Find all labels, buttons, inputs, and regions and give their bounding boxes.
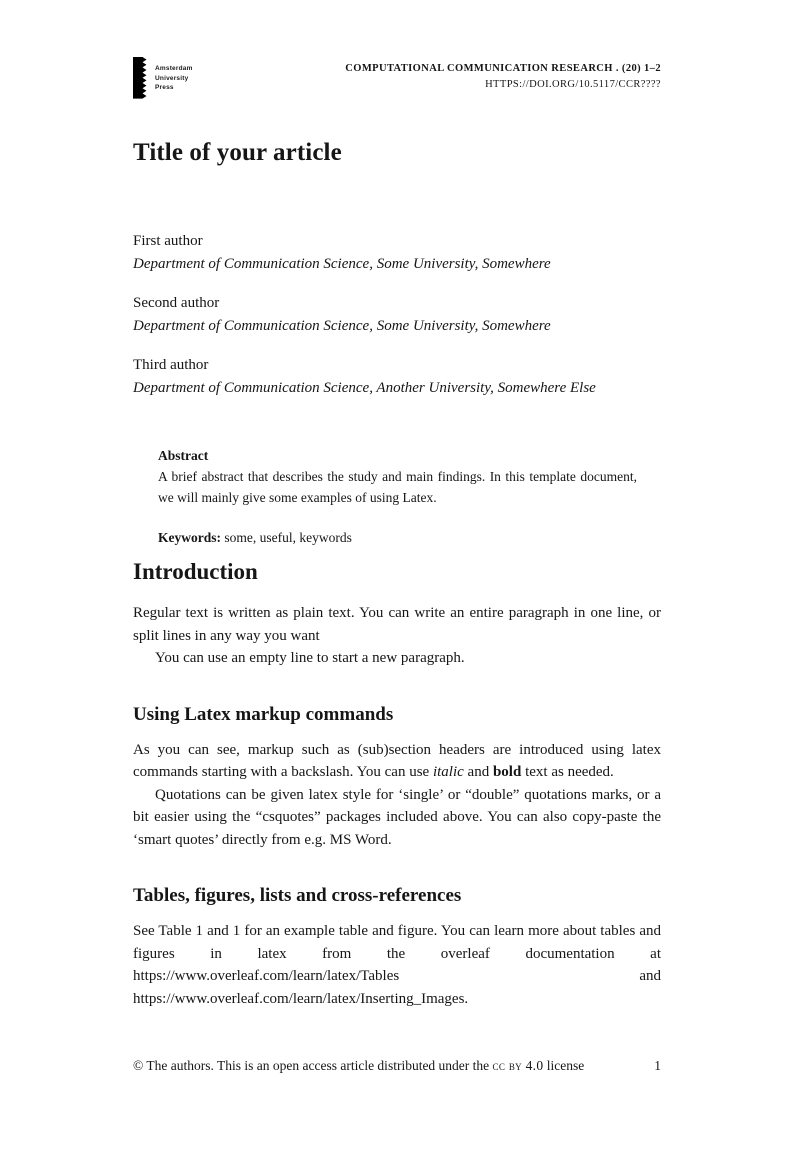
page-footer [133, 1056, 661, 1076]
author-affiliation: Department of Communication Science, Another University, Somewhere Else [133, 379, 596, 396]
text-run: You can use an empty line to start a new paragraph. [155, 650, 465, 666]
section-heading-latex-markup: Using Latex markup commands [133, 703, 394, 725]
abstract-heading: Abstract [158, 448, 209, 463]
italic-text-run: italic [432, 764, 464, 780]
logo-text-line: Press [155, 84, 174, 91]
author-affiliation: Department of Communication Science, Some University, Somewhere [133, 317, 551, 334]
section-heading-tables-figures: Tables, figures, lists and cross-references [133, 885, 462, 906]
keywords-text: some, useful, keywords [224, 530, 352, 545]
text-run: As you can see, markup such as (sub)section headers are introduced using latex commands starting with a backslash. You can use [133, 741, 661, 780]
overleaf-tables-link[interactable]: https://www.overleaf.com/learn/latex/Tables [133, 968, 400, 984]
author-name: First author [133, 233, 203, 249]
paragraph [133, 784, 661, 852]
text-run: text as needed. [521, 764, 614, 780]
journal-running-head [345, 57, 661, 92]
keywords-line [158, 527, 637, 548]
overleaf-inserting-images-link[interactable]: https://www.overleaf.com/learn/latex/Inserting_Images [133, 990, 465, 1007]
text-run: . [464, 990, 469, 1007]
text-run: See Table 1 and 1 for an example table and figure. You can learn more about tables and figures in latex from the overleaf documentation at [133, 923, 661, 962]
author-entry [133, 354, 661, 399]
author-name: Second author [133, 295, 220, 311]
author-entry [133, 292, 661, 337]
logo-text-line: University [155, 74, 189, 82]
abstract-block [133, 445, 661, 548]
journal-title-line: COMPUTATIONAL COMMUNICATION RESEARCH . (20) 1–2 [345, 63, 661, 74]
page-header [133, 57, 661, 100]
authors-block [133, 230, 661, 399]
bold-text-run: bold [492, 764, 522, 780]
section-heading-introduction: Introduction [133, 559, 258, 584]
keywords-label: Keywords: [158, 530, 221, 545]
text-run: Regular text is written as plain text. You can write an entire paragraph in one line, or split lines in any way you want [133, 605, 661, 644]
paragraph [133, 602, 661, 647]
text-run: Quotations can be given latex style for ‘single’ or “double” quotations marks, or a bit easier using the “csquotes” packages included above. You can also copy-paste the ‘smart quotes’ directly from e.g. MS Word. [133, 786, 661, 848]
doi-link[interactable]: HTTPS://DOI.ORG/10.5117/CCR???? [485, 78, 661, 90]
copyright-license-line [133, 1056, 584, 1076]
paragraph [133, 647, 661, 670]
cc-by-license-text: cc by 4.0 [492, 1058, 544, 1073]
aup-logo [133, 57, 193, 99]
paragraph [133, 739, 661, 784]
paragraph [133, 920, 661, 1010]
author-affiliation: Department of Communication Science, Some University, Somewhere [133, 255, 551, 272]
page-number: 1 [654, 1058, 661, 1073]
logo-text-line: Amsterdam [155, 65, 193, 72]
aup-logo-text [155, 57, 193, 99]
author-entry [133, 230, 661, 275]
text-run: © The authors. This is an open access article distributed under the [133, 1058, 493, 1073]
text-run: license [543, 1058, 585, 1073]
abstract-text: A brief abstract that describes the study and main findings. In this template document, we will mainly give some examples of using Latex. [158, 469, 637, 505]
aup-logo-mark-icon [133, 57, 147, 99]
author-name: Third author [133, 357, 209, 373]
article-title: Title of your article [133, 139, 342, 166]
text-run: and [463, 764, 493, 780]
text-run: and [399, 968, 661, 984]
